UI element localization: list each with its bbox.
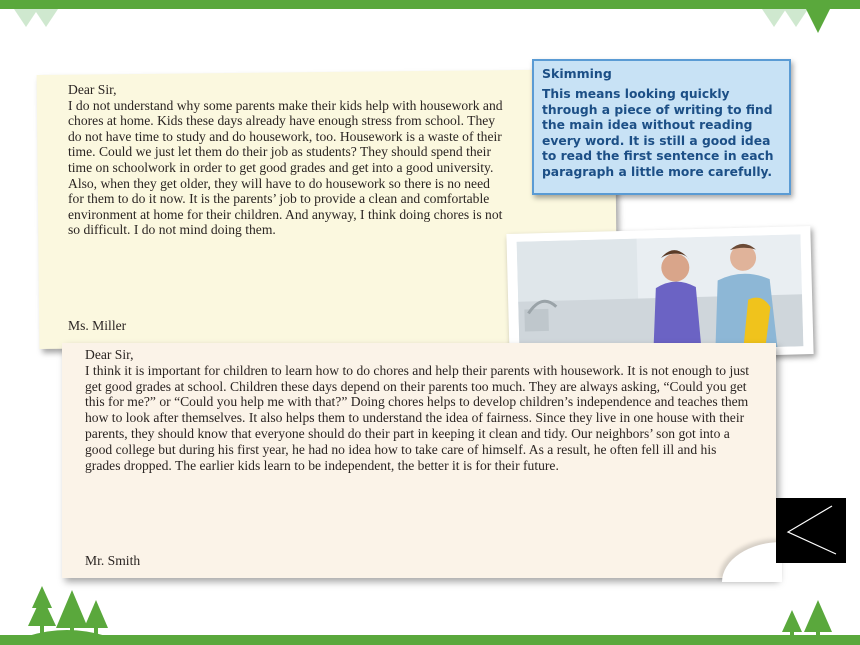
tree-cluster-decoration (22, 586, 112, 638)
tree-pair-decoration (778, 600, 838, 638)
top-green-bar (0, 0, 860, 9)
letter-two-text (85, 347, 755, 473)
letter-two-body: I think it is important for children to learn how to do chores and help their parents with housework. It is not enough to just get good grades at school. Children these days depend on their parents too much. They are always asking, “Could you get this for me?” or “Could you help me with that?” Doing chores helps to develop children’s independence and teaches them how to look after themselves. It also helps them to understand the idea of fairness. Since they live in one house with their parents, they should know that everyone should do their part in keeping it clean and tidy. Our neighbors’ son got into a good college but during his first year, he had no idea how to take care of himself. As a result, he often fell ill and his grades dropped. The earlier kids learn to be independent, the better it is for their future. (85, 362, 750, 473)
top-right-triangle-decoration (784, 9, 808, 27)
letter-one-body: I do not understand why some parents make their kids help with housework and chores at home. Kids these days already have enough stress from school. They do not have time to study and do housework, too. Housework is a waste of their time. Could we just let them do their job as students? They should spend their time on schoolwork in order to get good grades and get into a good university. Also, when they get older, they will have to do housework so there is no need for them to do it now. It is the parents’ job to provide a clean and comfortable environment at home for their children. And anyway, I think doing chores is not so difficult. I do not mind doing them. (68, 97, 503, 238)
letter-one-greeting: Dear Sir, (68, 82, 117, 97)
page-curl-decoration (722, 542, 782, 582)
back-nav-button[interactable] (776, 498, 846, 563)
bottom-green-bar (0, 635, 860, 645)
top-right-triangle-decoration (762, 9, 786, 27)
letter-one-text (68, 82, 508, 238)
top-right-triangle-decoration (806, 9, 830, 33)
letter-one-signature: Ms. Miller (68, 318, 127, 333)
photo-illustration (517, 234, 804, 353)
skimming-tip-box (532, 59, 791, 195)
skimming-body: This means looking quickly through a piece of writing to find the main idea without reading every word. It is still a good idea to read the first sentence in each paragraph a little more carefully. (542, 87, 774, 179)
letter-two-greeting: Dear Sir, (85, 347, 134, 362)
top-left-triangle-decoration (34, 9, 58, 27)
skimming-title: Skimming (542, 66, 612, 81)
kitchen-chores-photo (506, 226, 813, 362)
back-arrow-icon (776, 498, 846, 563)
letter-two-signature: Mr. Smith (85, 553, 141, 568)
